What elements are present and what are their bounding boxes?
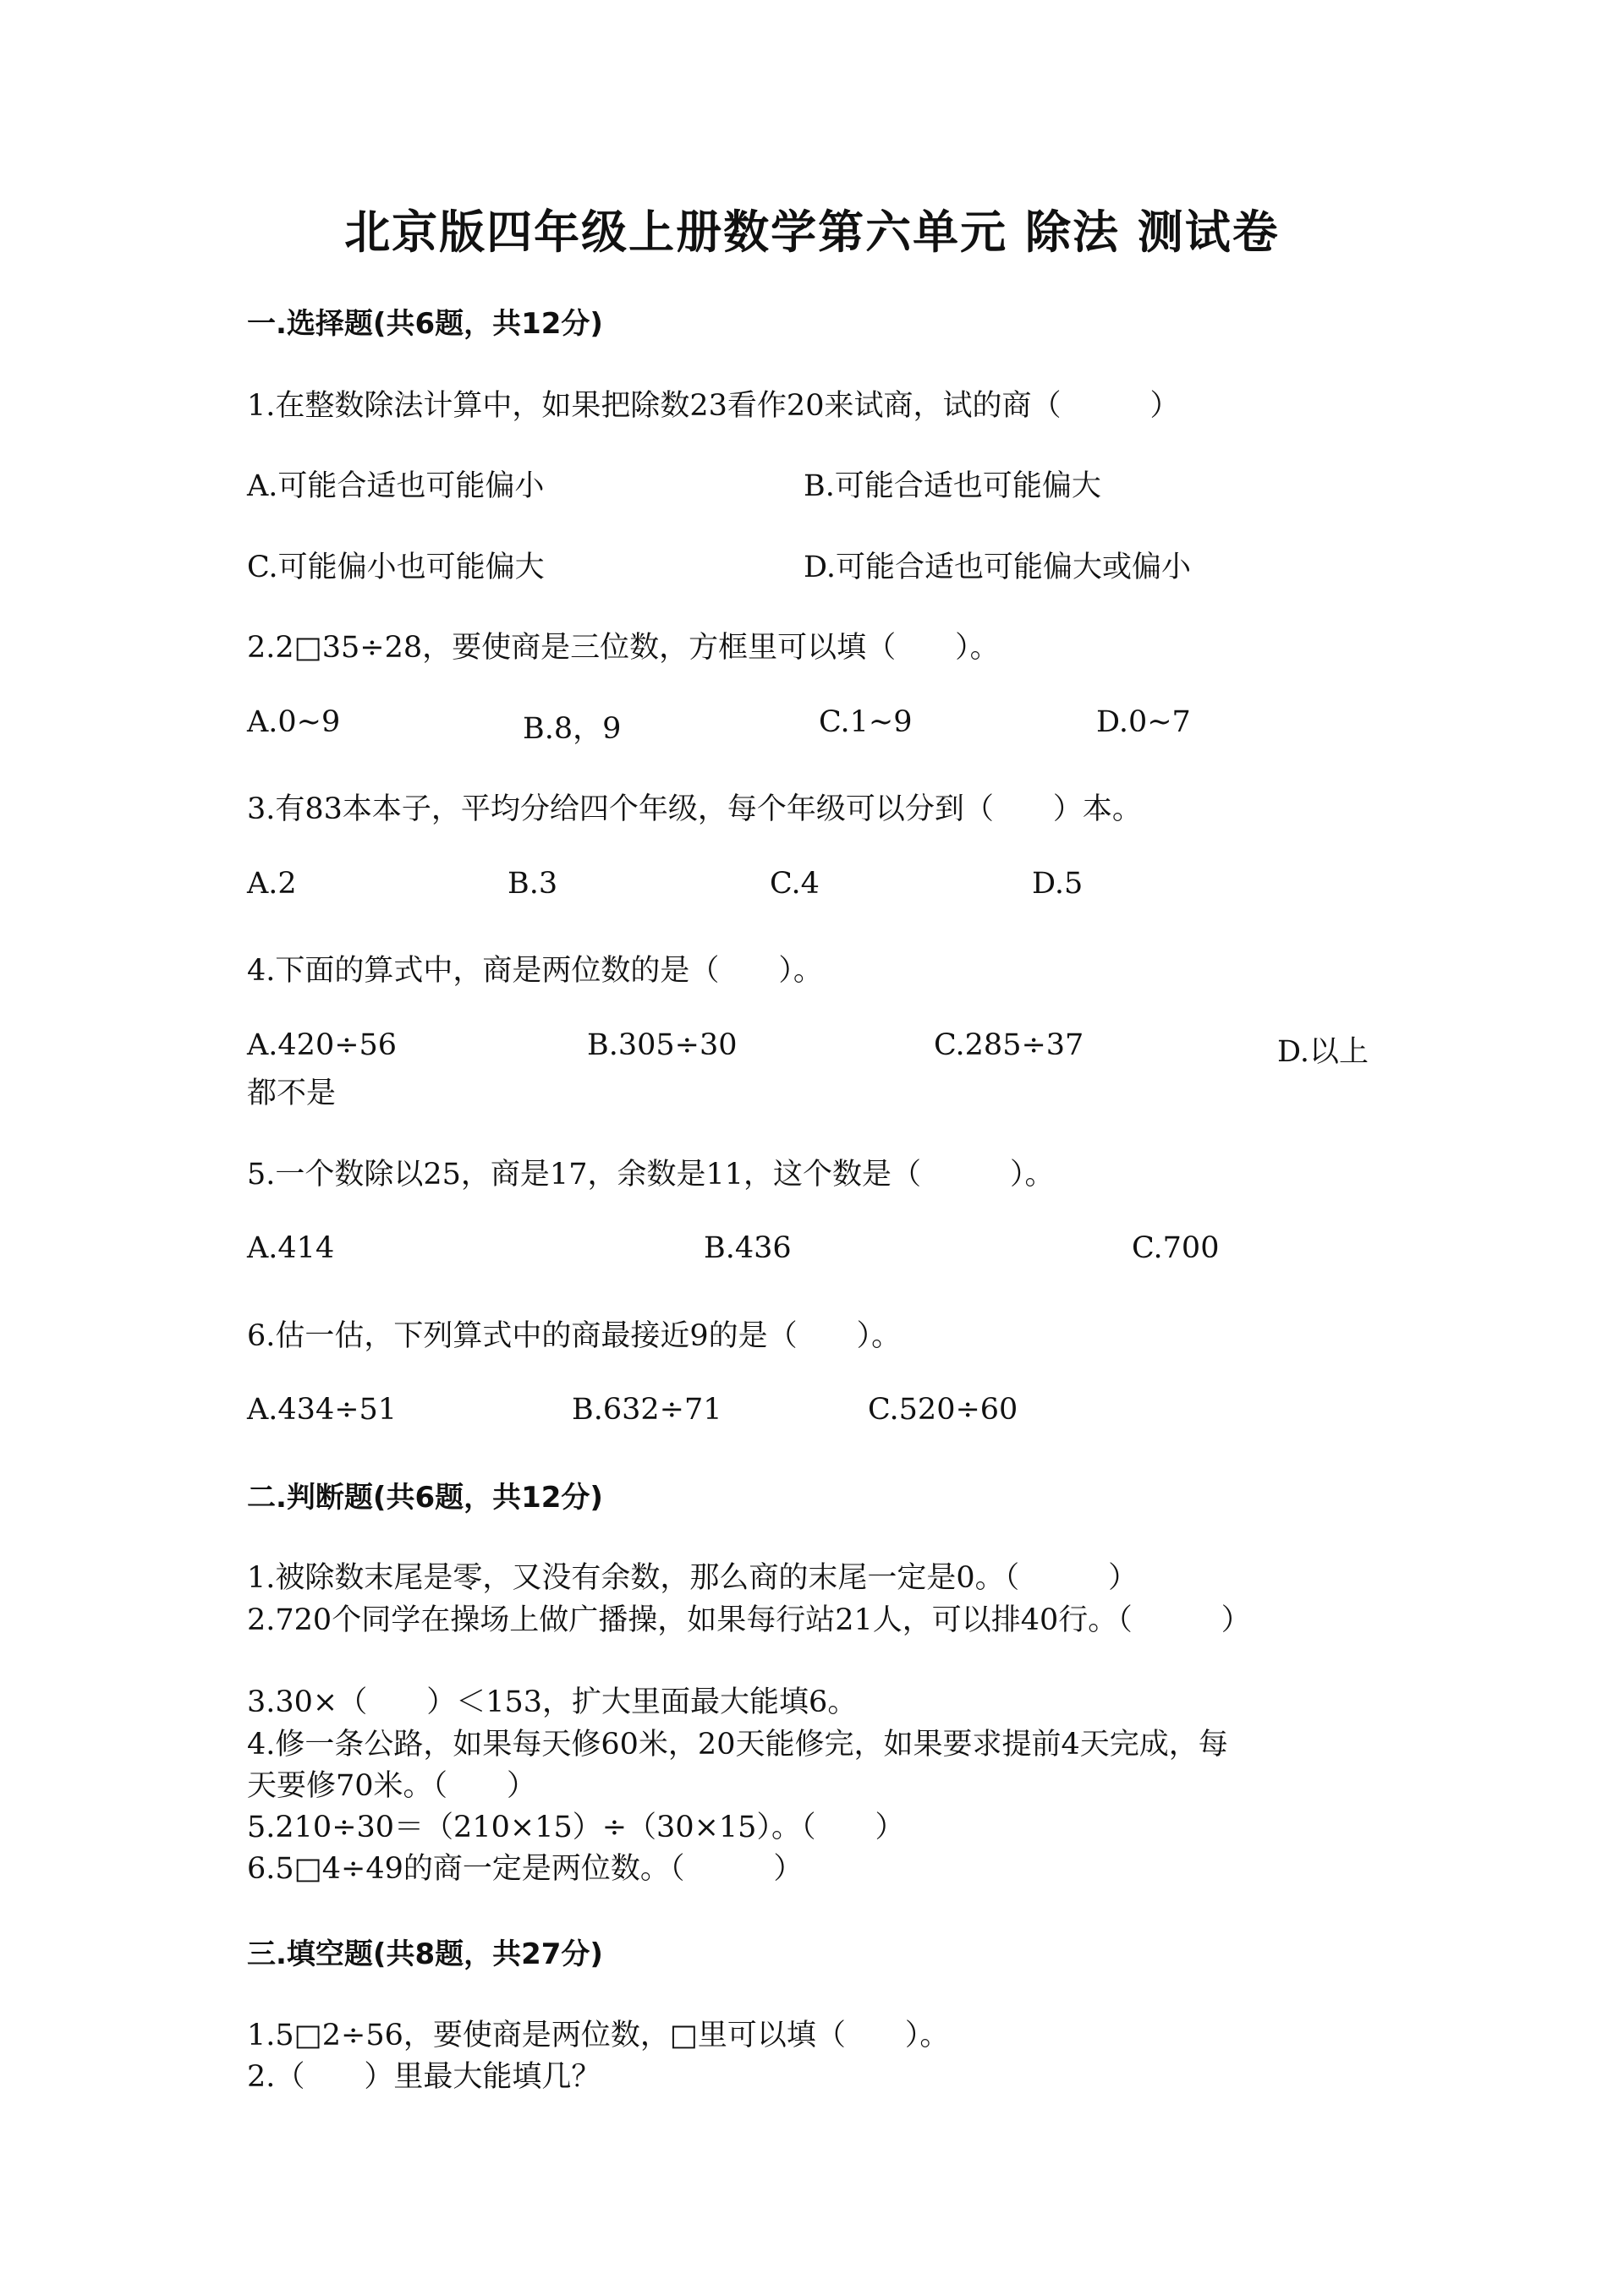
judge-item: 5.210÷30＝（210×15）÷（30×15）。（ ）: [247, 1811, 905, 1844]
section-heading-judge: 二.判断题(共6题，共12分): [247, 1481, 603, 1515]
question-option: B.可能合适也可能偏大: [804, 469, 1101, 503]
question-option: B.436: [704, 1231, 792, 1265]
question-option: D.0~7: [1096, 705, 1191, 739]
question-option: A.0~9: [247, 705, 341, 739]
section-heading-fill: 三.填空题(共8题，共27分): [247, 1937, 603, 1971]
judge-item: 3.30×（ ）＜153，扩大里面最大能填6。: [247, 1685, 858, 1719]
page-title: 北京版四年级上册数学第六单元 除法 测试卷: [344, 205, 1280, 259]
question-option: B.8，9: [523, 712, 622, 746]
question-stem: 2.2□35÷28，要使商是三位数，方框里可以填（ ）。: [247, 631, 1000, 665]
question-option: D.以上: [1277, 1035, 1369, 1069]
question-stem: 1.在整数除法计算中，如果把除数23看作20来试商，试的商（ ）: [247, 389, 1180, 423]
question-option: B.632÷71: [572, 1393, 722, 1427]
question-option: C.700: [1132, 1231, 1220, 1265]
fill-item: 1.5□2÷56，要使商是两位数，□里可以填（ ）。: [247, 2019, 950, 2052]
question-option: B.3: [508, 867, 558, 901]
question-option: D.可能合适也可能偏大或偏小: [804, 551, 1191, 584]
question-option: A.414: [247, 1231, 335, 1265]
question-stem: 6.估一估，下列算式中的商最接近9的是（ ）。: [247, 1319, 902, 1353]
question-option: A.可能合适也可能偏小: [247, 469, 545, 503]
question-option: A.2: [247, 867, 297, 901]
question-option: C.1~9: [819, 705, 913, 739]
judge-item-continued: 天要修70米。（ ）: [247, 1769, 537, 1803]
question-option: A.434÷51: [247, 1393, 398, 1427]
fill-item: 2.（ ）里最大能填几？: [247, 2060, 601, 2094]
judge-item: 2.720个同学在操场上做广播操，如果每行站21人，可以排40行。（ ）: [247, 1603, 1251, 1637]
judge-item: 1.被除数末尾是零，又没有余数，那么商的末尾一定是0。（ ）: [247, 1561, 1138, 1595]
question-option: D.5: [1032, 867, 1084, 901]
question-stem: 4.下面的算式中，商是两位数的是（ ）。: [247, 954, 823, 988]
question-stem: 5.一个数除以25，商是17，余数是11，这个数是（ ）。: [247, 1158, 1055, 1192]
question-option-wrap: 都不是: [247, 1077, 337, 1110]
question-option: C.可能偏小也可能偏大: [247, 551, 545, 584]
question-stem: 3.有83本本子，平均分给四个年级，每个年级可以分到（ ）本。: [247, 792, 1142, 826]
question-option: B.305÷30: [587, 1028, 738, 1062]
section-heading-choice: 一.选择题(共6题，共12分): [247, 307, 603, 341]
question-option: C.285÷37: [934, 1028, 1084, 1062]
question-option: C.520÷60: [868, 1393, 1018, 1427]
judge-item: 4.修一条公路，如果每天修60米，20天能修完，如果要求提前4天完成，每: [247, 1728, 1228, 1762]
question-option: A.420÷56: [247, 1028, 398, 1062]
question-option: C.4: [770, 867, 820, 901]
judge-item: 6.5□4÷49的商一定是两位数。（ ）: [247, 1852, 804, 1886]
